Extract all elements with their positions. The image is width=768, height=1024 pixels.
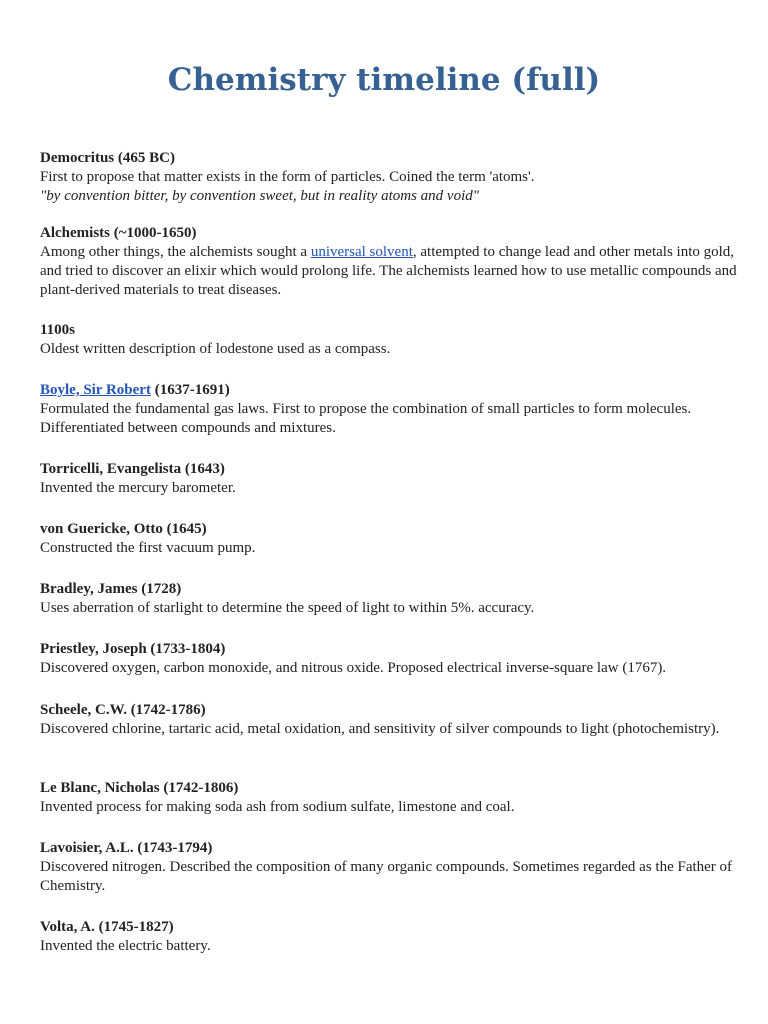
entry-heading: von Guericke, Otto (1645) xyxy=(40,521,207,537)
entry-heading: Le Blanc, Nicholas (1742-1806) xyxy=(40,780,239,796)
timeline-entry-le-blanc xyxy=(40,779,740,817)
timeline-entry-scheele xyxy=(40,701,740,739)
entry-body: Invented the electric battery. xyxy=(40,938,211,954)
boyle-link[interactable]: Boyle, Sir Robert xyxy=(40,382,151,398)
entry-body-text: , attempted to change lead and other metals into gold, and tried to discover an elixir which would prolong life. The alchemists learned how to use metallic compounds and plant-derived materials to treat diseases. xyxy=(40,244,737,298)
timeline-entry-bradley xyxy=(40,580,740,618)
entry-body: Oldest written description of lodestone used as a compass. xyxy=(40,341,391,357)
timeline-entry-alchemists xyxy=(40,224,740,300)
timeline-entry-priestley xyxy=(40,640,740,678)
entry-heading xyxy=(40,381,740,400)
entry-heading: Volta, A. (1745-1827) xyxy=(40,919,174,935)
entry-body: Invented the mercury barometer. xyxy=(40,480,236,496)
entry-quote: "by convention bitter, by convention sweet, but in reality atoms and void" xyxy=(40,188,480,204)
timeline-entry-boyle xyxy=(40,381,740,438)
entry-body: Discovered nitrogen. Described the composition of many organic compounds. Sometimes regarded as the Father of Chemistry. xyxy=(40,859,733,894)
entry-heading: Bradley, James (1728) xyxy=(40,581,182,597)
timeline-entry-democritus xyxy=(40,149,740,206)
timeline-entry-1100s xyxy=(40,321,740,359)
timeline-entry-lavoisier xyxy=(40,839,740,896)
universal-solvent-link[interactable]: universal solvent xyxy=(310,244,413,260)
entry-heading: Democritus (465 BC) xyxy=(40,150,175,166)
entry-body: Formulated the fundamental gas laws. First to propose the combination of small particles to form molecules. Differentiated between compounds and mixtures. xyxy=(40,401,692,436)
timeline-entry-volta xyxy=(40,918,740,956)
entry-heading-dates: (1637-1691) xyxy=(150,382,230,398)
entry-heading: Scheele, C.W. (1742-1786) xyxy=(40,702,206,718)
entry-body: Invented process for making soda ash from sodium sulfate, limestone and coal. xyxy=(40,799,515,815)
entry-heading: Priestley, Joseph (1733-1804) xyxy=(40,641,226,657)
entry-heading: Alchemists (~1000-1650) xyxy=(40,225,197,241)
entry-body: Constructed the first vacuum pump. xyxy=(40,540,256,556)
entry-body-text: Among other things, the alchemists sought a xyxy=(40,244,311,260)
entry-body: First to propose that matter exists in the form of particles. Coined the term 'atoms'. xyxy=(40,169,535,185)
timeline-entry-von-guericke xyxy=(40,520,740,558)
entry-body xyxy=(40,243,740,300)
page-title: Chemistry timeline (full) xyxy=(167,62,601,98)
entry-body: Discovered chlorine, tartaric acid, metal oxidation, and sensitivity of silver compounds to light (photochemistry). xyxy=(40,721,720,737)
entry-heading: Lavoisier, A.L. (1743-1794) xyxy=(40,840,213,856)
entry-heading: Torricelli, Evangelista (1643) xyxy=(40,461,225,477)
entry-body: Discovered oxygen, carbon monoxide, and nitrous oxide. Proposed electrical inverse-square law (1767). xyxy=(40,660,667,676)
entry-heading: 1100s xyxy=(40,322,76,338)
timeline-entry-torricelli xyxy=(40,460,740,498)
entry-body: Uses aberration of starlight to determine the speed of light to within 5%. accuracy. xyxy=(40,600,535,616)
